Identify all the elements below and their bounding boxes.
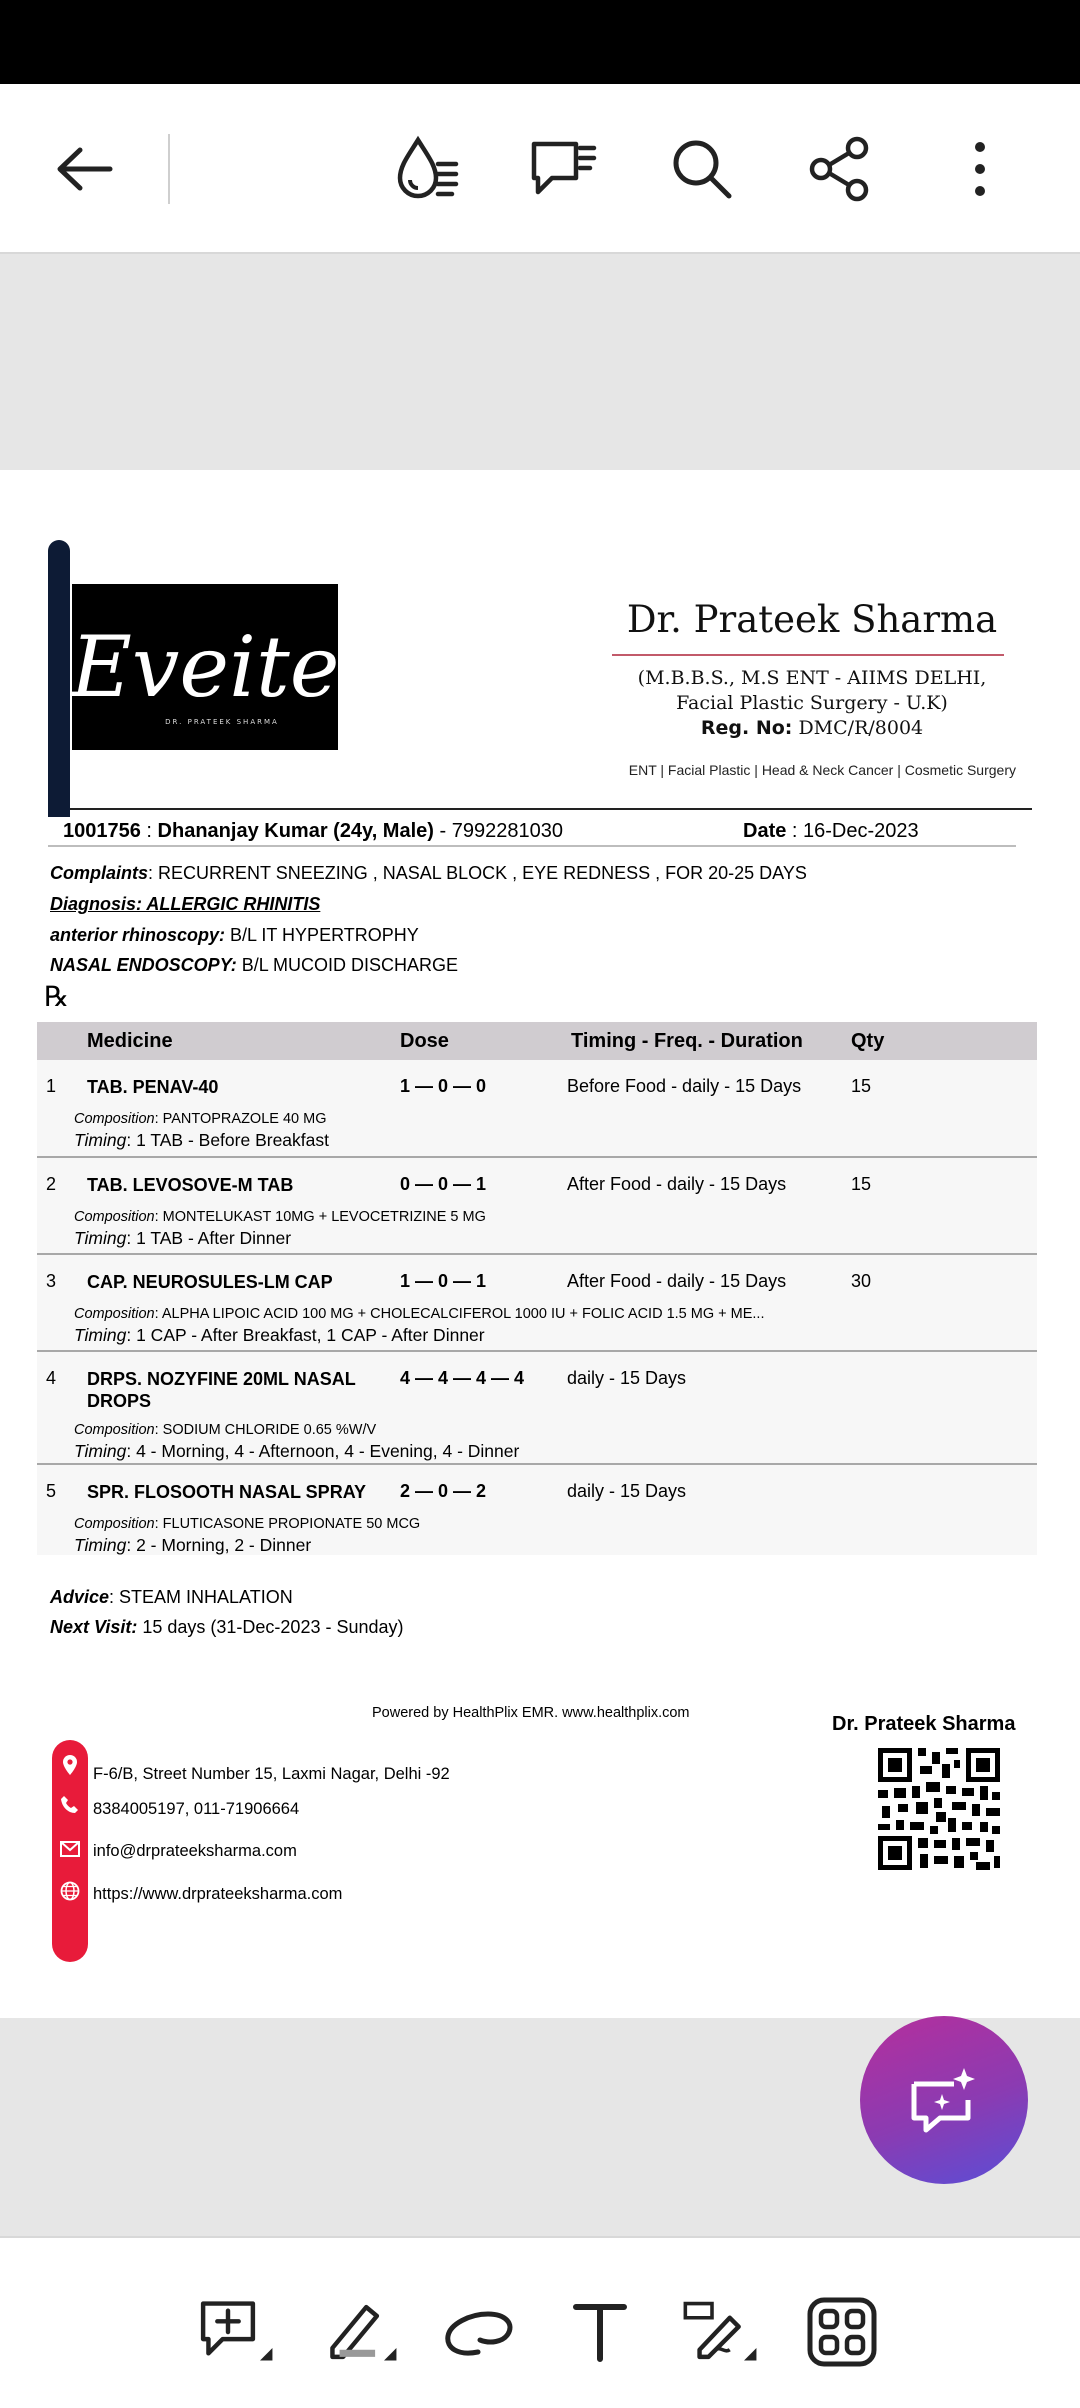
medicine-row-5: 5 SPR. FLOSOOTH NASAL SPRAY 2 — 0 — 2 daily - 15 Days Composition : FLUTICASONE PROPIONATE 50 MCG Timing : 2 - Morning, 2 - Dinner — [37, 1465, 1037, 1555]
header-divider — [70, 808, 1032, 810]
more-options-icon[interactable] — [940, 129, 1020, 209]
medicine-row-3: 3 CAP. NEUROSULES-LM CAP 1 — 0 — 1 After Food - daily - 15 Days 30 Composition : ALPHA LIPOIC ACID 100 MG + CHOLECALCIFEROL 1000 IU + FOLIC ACID 1.5 MG + ME... Timing : 1 CAP - After Breakfast, 1 CAP - After Dinner — [37, 1255, 1037, 1352]
visit-date: Date : 16-Dec-2023 — [743, 820, 919, 842]
phone-icon — [59, 1794, 81, 1816]
ai-chat-sparkle-icon — [906, 2064, 982, 2136]
clinic-logo — [72, 584, 338, 750]
bottom-toolbar — [0, 2236, 1080, 2408]
diagnosis: Diagnosis: ALLERGIC RHINITIS — [50, 894, 321, 914]
add-comment-tool-icon[interactable] — [196, 2292, 276, 2372]
toolbar-divider — [168, 134, 170, 204]
prescription-page — [0, 470, 1080, 2018]
medicine-row-4: 4 DRPS. NOZYFINE 20ML NASAL DROPS 4 — 4 — 4 — 4 daily - 15 Days Composition : SODIUM CHLORIDE 0.65 %W/V Timing : 4 - Morning, 4 - Afternoon, 4 - Evening, 4 - Dinner — [37, 1352, 1037, 1465]
clinic-email: info@drprateeksharma.com — [93, 1842, 297, 1860]
next-visit: Next Visit: 15 days (31-Dec-2023 - Sunday) — [50, 1617, 404, 1637]
contact-accent-bar — [52, 1740, 88, 1962]
highlighter-tool-icon[interactable] — [320, 2292, 400, 2372]
doctor-name-underline — [612, 654, 1004, 656]
email-icon — [59, 1838, 81, 1860]
fill-sign-tool-icon[interactable] — [680, 2292, 760, 2372]
read-aloud-icon[interactable] — [388, 129, 468, 209]
text-tool-icon[interactable] — [560, 2292, 640, 2372]
back-arrow-icon[interactable] — [44, 129, 124, 209]
clinic-phone: 8384005197, 011-71906664 — [93, 1800, 300, 1818]
share-icon[interactable] — [800, 129, 880, 209]
top-app-bar — [0, 84, 1080, 254]
search-icon[interactable] — [662, 129, 742, 209]
location-pin-icon — [59, 1754, 81, 1776]
all-tools-icon[interactable] — [802, 2292, 882, 2372]
svg-text:DR. PRATEEK SHARMA: DR. PRATEEK SHARMA — [165, 718, 279, 726]
doctor-specialties: ENT | Facial Plastic | Head & Neck Cancer | Cosmetic Surgery — [628, 762, 1016, 778]
anterior-rhinoscopy: anterior rhinoscopy: B/L IT HYPERTROPHY — [50, 925, 419, 945]
doctor-qualifications: (M.B.B.S., M.S ENT - AIIMS DELHI, Facial Plastic Surgery - U.K) Reg. No: DMC/R/8004 — [637, 667, 987, 739]
medicine-row-2: 2 TAB. LEVOSOVE-M TAB 0 — 0 — 1 After Food - daily - 15 Days 15 Composition : MONTELUKAST 10MG + LEVOCETRIZINE 5 MG Timing : 1 TAB - After Dinner — [37, 1158, 1037, 1255]
status-bar — [0, 0, 1080, 84]
ink-lasso-tool-icon[interactable] — [440, 2292, 520, 2372]
nasal-endoscopy: NASAL ENDOSCOPY: B/L MUCOID DISCHARGE — [50, 955, 459, 975]
rx-symbol: ℞ — [44, 980, 70, 1013]
medicine-row-1: 1 TAB. PENAV-40 1 — 0 — 0 Before Food - daily - 15 Days 15 Composition : PANTOPRAZOLE 40 MG Timing : 1 TAB - Before Breakfast — [37, 1060, 1037, 1158]
doctor-name: Dr. Prateek Sharma — [626, 598, 998, 641]
clinic-address: F-6/B, Street Number 15, Laxmi Nagar, Delhi -92 — [93, 1765, 450, 1783]
ai-assistant-button[interactable] — [860, 2016, 1028, 2184]
globe-icon — [59, 1880, 81, 1902]
complaints: Complaints: RECURRENT SNEEZING , NASAL BLOCK , EYE REDNESS , FOR 20-25 DAYS — [50, 863, 807, 883]
footer-doctor-name: Dr. Prateek Sharma — [832, 1713, 1016, 1735]
powered-by: Powered by HealthPlix EMR. www.healthplix.com — [372, 1705, 690, 1721]
svg-text:Eveite: Eveite — [72, 618, 338, 716]
advice: Advice: STEAM INHALATION — [50, 1587, 293, 1607]
medicine-table-header: Medicine Dose Timing - Freq. - Duration Qty — [37, 1022, 1037, 1060]
comments-icon[interactable] — [524, 129, 604, 209]
header-accent-bar — [48, 540, 70, 822]
clinic-website: https://www.drprateeksharma.com — [93, 1885, 343, 1903]
patient-info: 1001756 : Dhananjay Kumar (24y, Male) - 7992281030 Date : 16-Dec-2023 — [48, 817, 1016, 847]
qr-code-icon — [876, 1746, 1002, 1872]
